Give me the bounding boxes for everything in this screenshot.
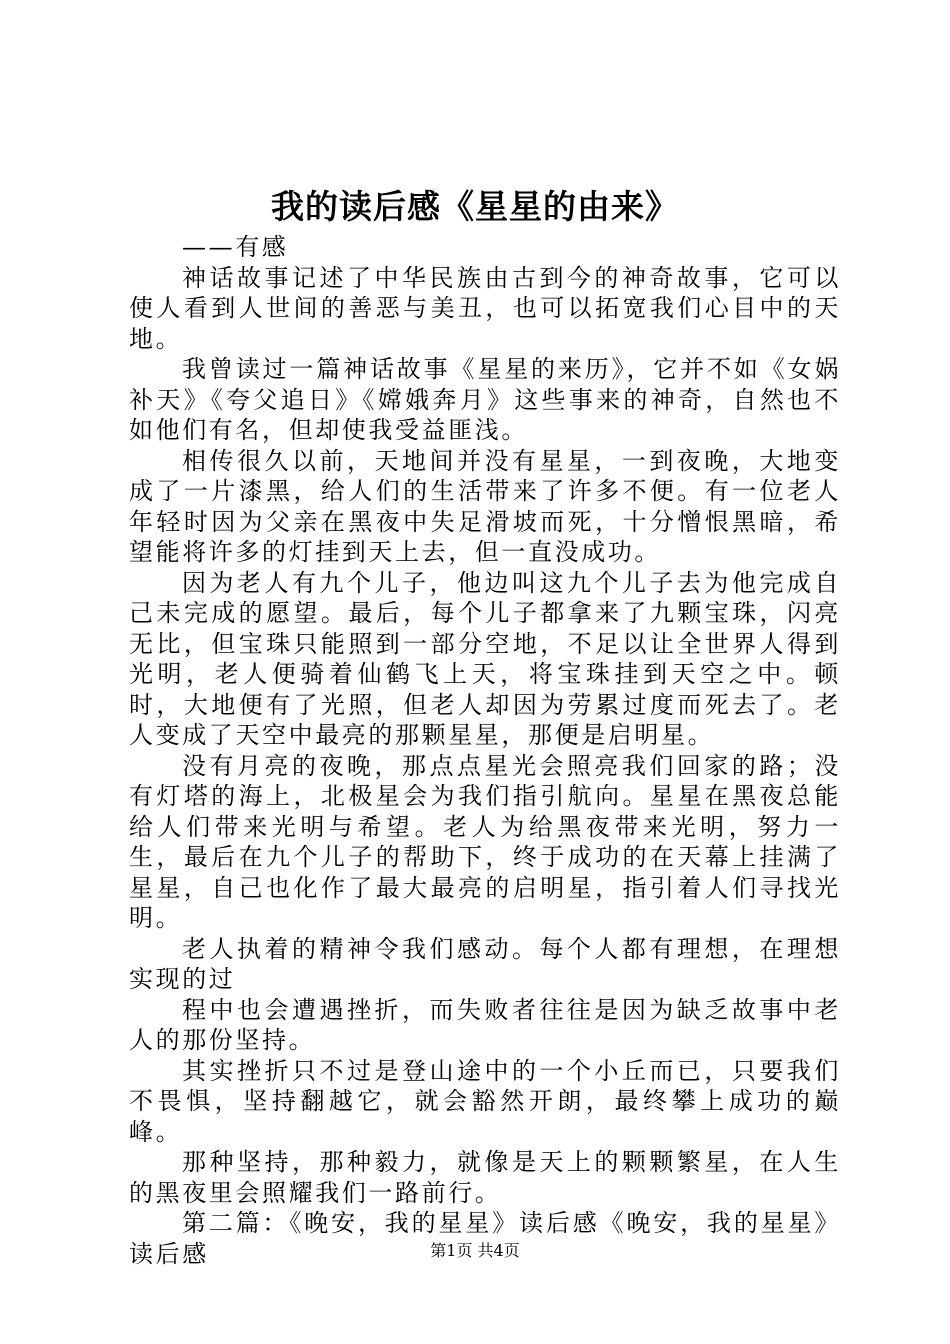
paragraph-subtitle: ——有感 (182, 233, 289, 261)
paragraph: 神话故事记述了中华民族由古到今的神奇故事，它可以使人看到人世间的善恶与美丑，也可以拓宽我们心目中的天地。 (129, 263, 841, 353)
paragraph: 老人执着的精神令我们感动。每个人都有理想，在理想实现的过 (129, 934, 841, 993)
paragraph-next-article: 第二篇：《晚安，我的星星》读后感《晚安，我的星星》读后感 (129, 1209, 841, 1268)
paragraph: 相传很久以前，天地间并没有星星，一到夜晚，大地变成了一片漆黑，给人们的生活带来了许多不便。有一位老人年轻时因为父亲在黑夜中失足滑坡而死，十分憎恨黑暗，希望能将许多的灯挂到天上去，但一直没成功。 (129, 446, 841, 566)
paragraph: 我曾读过一篇神话故事《星星的来历》，它并不如《女娲补天》《夸父追日》《嫦娥奔月》这些事来的神奇，自然也不如他们有名，但却使我受益匪浅。 (129, 355, 841, 444)
document-title: 我的读后感《星星的由来》 (271, 187, 679, 226)
paragraph: 没有月亮的夜晚，那点点星光会照亮我们回家的路；没有灯塔的海上，北极星会为我们指引航向。星星在黑夜总能给人们带来光明与希望。老人为给黑夜带来光明，努力一生，最后在九个儿子的帮助下，终于成功的在天幕上挂满了星星，自己也化作了最大最亮的启明星，指引着人们寻找光明。 (129, 751, 841, 932)
paragraph: 因为老人有九个儿子，他边叫这九个儿子去为他完成自己未完成的愿望。最后，每个儿子都拿来了九颗宝珠，闪亮无比，但宝珠只能照到一部分空地，不足以让全世界人得到光明，老人便骑着仙鹤飞上天，将宝珠挂到天空之中。顿时，大地便有了光照，但老人却因为劳累过度而死去了。老人变成了天空中最亮的那颗星星，那便是启明星。 (129, 568, 841, 749)
document-body (129, 232, 841, 1269)
paragraph: 那种坚持，那种毅力，就像是天上的颗颗繁星，在人生的黑夜里会照耀我们一路前行。 (129, 1148, 841, 1207)
page-number-footer: 第1页 共4页 (430, 1241, 520, 1260)
paragraph: 其实挫折只不过是登山途中的一个小丘而已，只要我们不畏惧，坚持翻越它，就会豁然开朗，最终攀上成功的巅峰。 (129, 1056, 841, 1146)
paragraph: 程中也会遭遇挫折，而失败者往往是因为缺乏故事中老人的那份坚持。 (129, 995, 841, 1054)
